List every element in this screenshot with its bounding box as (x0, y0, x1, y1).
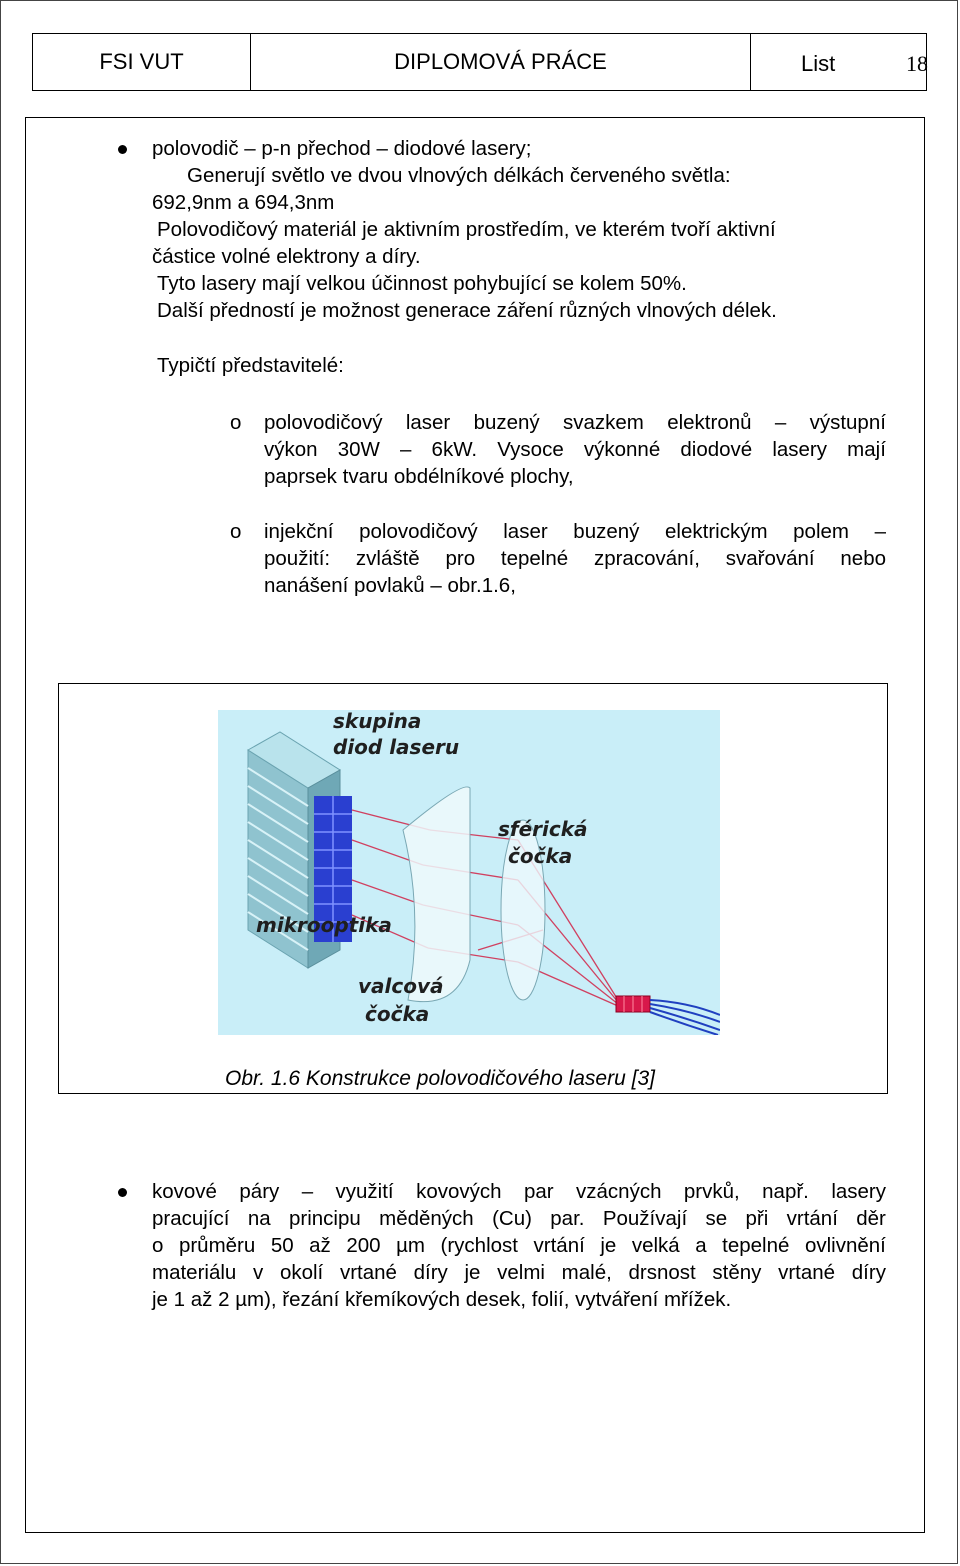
page-header (32, 33, 927, 91)
header-school: FSI VUT (33, 34, 251, 90)
word: zpracování, (593, 547, 700, 570)
word: buzený (473, 411, 540, 434)
section1-line: Tyto lasery mají velkou účinnost pohybující se kolem 50%. (157, 272, 687, 295)
word: vrtané (778, 1261, 836, 1284)
word: děr (856, 1207, 886, 1230)
word: díry (851, 1261, 886, 1284)
word: – (874, 520, 886, 543)
word: vrtání (786, 1207, 838, 1230)
word: lasery (831, 1180, 886, 1203)
word: zvláště (355, 547, 420, 570)
word: a (695, 1234, 707, 1257)
section1-line: polovodič – p-n přechod – diodové lasery; (152, 137, 532, 160)
word: se (705, 1207, 728, 1230)
word: elektrickým (665, 520, 768, 543)
word: velká (631, 1234, 680, 1257)
output-elements (616, 996, 650, 1012)
word: 200 (346, 1234, 381, 1257)
word: vrtání (533, 1234, 585, 1257)
header-page-number: 18 (906, 51, 928, 76)
word: díry (413, 1261, 448, 1284)
word: kovové (152, 1180, 217, 1203)
word: pro (445, 547, 476, 570)
sub-bullet-marker: o (230, 520, 242, 543)
label-group-line2: diod laseru (333, 735, 460, 759)
word: vrtané (339, 1261, 397, 1284)
word: svařování (725, 547, 815, 570)
word: 50 (270, 1234, 294, 1257)
section2-line (152, 1260, 886, 1286)
laser-diagram (218, 710, 720, 1035)
sub-bullet-marker: o (230, 411, 242, 434)
word: drsnost (628, 1261, 696, 1284)
word: při (745, 1207, 769, 1230)
word: výstupní (809, 411, 886, 434)
word: elektronů (667, 411, 752, 434)
subitem-line (264, 437, 886, 463)
bullet-icon (118, 145, 127, 154)
label-cylindrical-line1: valcová (358, 974, 444, 998)
word: diodové (680, 438, 753, 461)
header-page-info (751, 34, 926, 90)
word: malé, (561, 1261, 612, 1284)
word: (rychlost (440, 1234, 518, 1257)
word: tepelné (500, 547, 569, 570)
word: pracující (152, 1207, 230, 1230)
word: polovodičový (264, 411, 383, 434)
word: páry (239, 1180, 280, 1203)
word: výkon (264, 438, 318, 461)
section1-line: Další předností je možnost generace záření různých vlnových délek. (157, 299, 777, 322)
word: laser (405, 411, 451, 434)
word: měděných (379, 1207, 474, 1230)
word: je (600, 1234, 617, 1257)
word: 30W (337, 438, 380, 461)
section1-line: Generují světlo ve dvou vlnových délkách červeného světla: (187, 164, 731, 187)
word: mají (847, 438, 886, 461)
word: tepelné (722, 1234, 790, 1257)
word: µm (396, 1234, 425, 1257)
section2-line: je 1 až 2 µm), řezání křemíkových desek, folií, vytváření mřížek. (152, 1288, 732, 1311)
word: (Cu) (492, 1207, 532, 1230)
word: nebo (840, 547, 886, 570)
subitem-line: paprsek tvaru obdélníkové plochy, (264, 465, 574, 488)
word: polem (793, 520, 849, 543)
word: průměru (178, 1234, 256, 1257)
word: lasery (772, 438, 828, 461)
word: – (774, 411, 787, 434)
subitem-line (264, 546, 886, 572)
word: velmi (497, 1261, 545, 1284)
word: par (523, 1180, 554, 1203)
label-microoptics: mikrooptika (256, 913, 392, 937)
section2-line (152, 1206, 886, 1232)
word: svazkem (563, 411, 644, 434)
word: 6kW. (431, 438, 478, 461)
word: principu (288, 1207, 361, 1230)
word: až (309, 1234, 331, 1257)
section1-line: Polovodičový materiál je aktivním prostředím, ve kterém tvoří aktivní (157, 218, 776, 241)
word: okolí (279, 1261, 324, 1284)
bullet-icon (118, 1188, 127, 1197)
word: kovových (416, 1180, 502, 1203)
word: Vysoce (497, 438, 564, 461)
word: stěny (712, 1261, 762, 1284)
section1-line: částice volné elektrony a díry. (152, 245, 421, 268)
word: např. (762, 1180, 809, 1203)
word: Používají (602, 1207, 688, 1230)
word: materiálu (152, 1261, 237, 1284)
word: vzácných (576, 1180, 662, 1203)
word: použití: (264, 547, 331, 570)
word: v (253, 1261, 264, 1284)
word: laser (503, 520, 548, 543)
word: par. (550, 1207, 585, 1230)
word: injekční (264, 520, 334, 543)
word: na (247, 1207, 271, 1230)
label-group-line1: skupina (333, 710, 422, 733)
label-spherical-line2: čočka (508, 844, 573, 868)
word: – (301, 1180, 314, 1203)
word: využití (335, 1180, 394, 1203)
header-list-label: List (801, 51, 836, 76)
label-cylindrical-line2: čočka (365, 1002, 430, 1026)
section1-line: Typičtí představitelé: (157, 354, 344, 377)
subitem-line (264, 410, 886, 436)
header-thesis-type: DIPLOMOVÁ PRÁCE (251, 34, 751, 90)
section2-line (152, 1179, 886, 1205)
word: ovlivnění (804, 1234, 886, 1257)
word: je (464, 1261, 481, 1284)
subitem-line (264, 519, 886, 545)
word: buzený (573, 520, 640, 543)
section2-line (152, 1233, 886, 1259)
word: prvků, (683, 1180, 740, 1203)
subitem-line: nanášení povlaků – obr.1.6, (264, 574, 516, 597)
figure-caption: Obr. 1.6 Konstrukce polovodičového laseru [3] (225, 1067, 655, 1090)
word: výkonné (583, 438, 661, 461)
word: – (400, 438, 412, 461)
label-spherical-line1: sférická (498, 817, 588, 841)
section1-line: 692,9nm a 694,3nm (152, 191, 335, 214)
word: polovodičový (359, 520, 478, 543)
word: o (152, 1234, 164, 1257)
